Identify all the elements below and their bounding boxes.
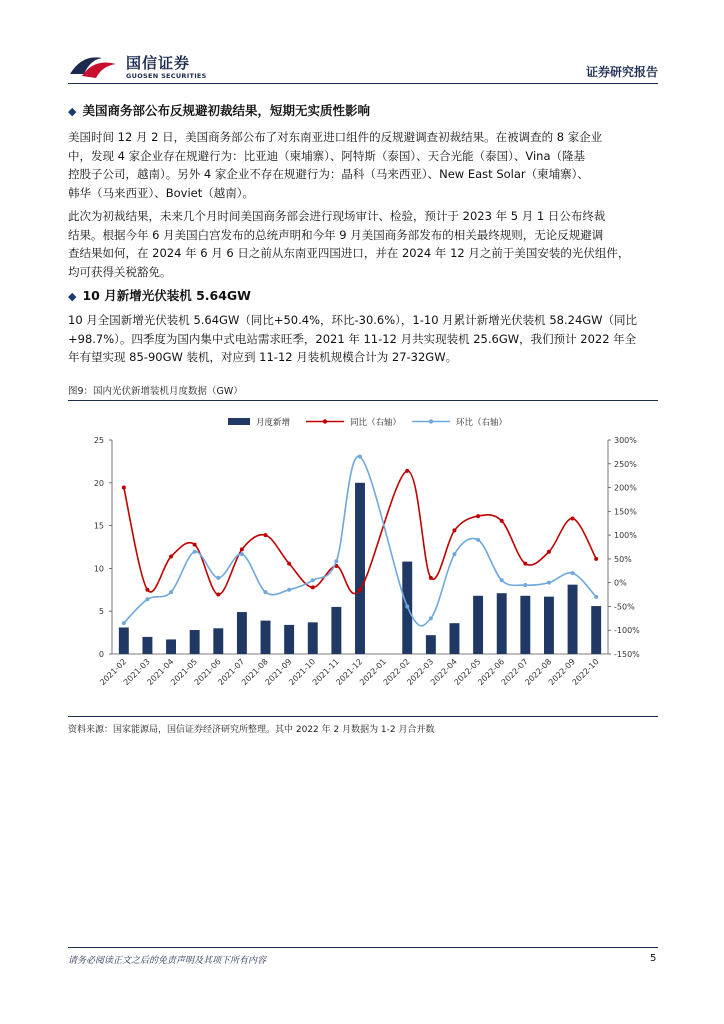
point-yoy [358,588,362,592]
header-divider [68,83,658,84]
point-mom [122,621,126,625]
page-number: 5 [650,953,657,964]
footer-divider [68,947,658,948]
point-mom [216,576,220,580]
legend-yoy-marker [323,419,327,423]
page-header [68,46,658,86]
point-mom [264,590,268,594]
point-mom [500,578,504,582]
x-tick-label: 2022-10 [570,657,601,688]
bar-monthly-new [355,483,365,654]
x-tick-label: 2021-10 [287,657,318,688]
point-mom [358,455,362,459]
point-yoy [476,514,480,518]
bar-monthly-new [166,639,176,654]
point-yoy [240,547,244,551]
point-mom [405,604,409,608]
point-mom [334,559,338,563]
bar-monthly-new [331,607,341,654]
y-left-tick-label: 15 [93,521,104,531]
y-right-tick-label: 250% [614,459,637,469]
bar-monthly-new [591,606,601,654]
point-mom [169,590,173,594]
point-yoy [169,555,173,559]
point-yoy [594,557,598,561]
bar-monthly-new [213,628,223,654]
legend-label: 月度新增 [256,418,291,428]
y-right-tick-label: 50% [614,554,632,564]
installation-chart [68,402,658,714]
x-tick-label: 2022-06 [476,657,507,688]
point-yoy [571,516,575,520]
point-yoy [405,469,409,473]
point-yoy [287,562,291,566]
point-mom [476,538,480,542]
point-mom [429,616,433,620]
point-yoy [311,585,315,589]
bar-monthly-new [568,585,578,654]
x-tick-label: 2021-08 [239,657,270,688]
point-yoy [452,528,456,532]
bar-monthly-new [237,612,247,654]
y-right-tick-label: -50% [614,602,635,612]
point-mom [145,597,149,601]
point-yoy [145,588,149,592]
diamond-bullet-icon: ◆ [68,105,77,118]
disclaimer: 请务必阅读正文之后的免责声明及其项下所有内容 [68,956,267,966]
bar-monthly-new [426,635,436,654]
point-yoy [500,519,504,523]
legend-mom-marker [429,419,433,423]
paragraph-3: 10 月全国新增光伏装机 5.64GW（同比+50.4%，环比-30.6%），1-10 月累计新增光伏装机 58.24GW（同比 +98.7%）。四季度为国内集中式电站需求旺季，2021 年 11-12 月共实现装机 25.6GW，我们预计 2022 年全 年有望实现 85-90GW 装机，对应到 11-12 月装机规模合计为 27-32GW。 [68,313,638,364]
point-mom [571,571,575,575]
y-right-tick-label: -100% [614,626,640,636]
y-right-tick-label: 0% [614,578,627,588]
paragraph-1: 美国时间 12 月 2 日，美国商务部公布了对东南亚进口组件的反规避调查初裁结果。在被调查的 8 家企业 中，发现 4 家企业存在规避行为：比亚迪（柬埔寨）、阿特斯（泰国）、天合光能（泰国）、Vina（隆基 控股子公司，越南）。另外 4 家企业不存在规避行为：晶科（马来西亚）、New East Solar（柬埔寨）、 韩华（马来西亚）、Boviet（越南）。 [68,130,603,200]
guosen-logo-icon [68,52,120,82]
point-mom [240,552,244,556]
section-heading-2: ◆ 10 月新增光伏装机 5.64GW [68,288,251,303]
bar-monthly-new [261,621,271,654]
x-tick-label: 2021-04 [145,657,176,688]
x-tick-label: 2022-02 [381,657,412,688]
bar-monthly-new [473,596,483,654]
legend-label: 同比（右轴） [350,418,402,428]
y-right-tick-label: -150% [614,650,640,659]
bar-monthly-new [142,637,152,654]
report-type: 证券研究报告 [585,65,658,79]
point-yoy [216,593,220,597]
x-tick-label: 2022-03 [405,657,436,688]
legend-bar-swatch [228,418,250,425]
point-mom [193,550,197,554]
y-right-tick-label: 100% [614,531,637,541]
point-mom [523,583,527,587]
x-tick-label: 2022-08 [523,657,554,688]
bar-monthly-new [544,597,554,654]
x-tick-label: 2021-11 [310,657,341,688]
bar-monthly-new [520,596,530,654]
bar-monthly-new [284,625,294,654]
x-tick-label: 2021-02 [98,657,129,688]
y-left-tick-label: 20 [93,478,104,488]
x-tick-label: 2021-03 [121,657,152,688]
x-tick-label: 2022-01 [358,657,389,688]
bar-monthly-new [450,623,460,654]
x-tick-label: 2021-12 [334,657,365,688]
x-tick-label: 2022-09 [546,657,577,688]
x-tick-label: 2022-05 [452,657,483,688]
bar-monthly-new [308,622,318,654]
diamond-bullet-icon: ◆ [68,290,77,303]
y-left-tick-label: 25 [93,436,104,445]
legend-label: 环比（右轴） [456,418,508,428]
point-yoy [547,550,551,554]
y-right-tick-label: 300% [614,436,637,445]
point-mom [452,552,456,556]
y-right-tick-label: 200% [614,483,637,493]
point-yoy [523,562,527,566]
figure-bottom-rule [68,716,658,717]
figure-title: 图9：国内光伏新增装机月度数据（GW） [68,386,243,397]
y-left-tick-label: 10 [93,564,104,574]
point-mom [594,595,598,599]
x-tick-label: 2021-06 [192,657,223,688]
y-right-tick-label: 150% [614,507,637,517]
point-yoy [264,533,268,537]
x-tick-label: 2021-05 [169,657,200,688]
bar-monthly-new [190,630,200,654]
point-mom [547,581,551,585]
y-left-tick-label: 0 [98,650,104,659]
point-yoy [193,543,197,547]
bar-monthly-new [119,627,129,654]
paragraph-2: 此次为初裁结果，未来几个月时间美国商务部会进行现场审计、检验，预计于 2023 年 5 月 1 日公布终裁 结果。根据今年 6 月美国白宫发布的总统声明和今年 9 月美国商务部发布的相关最终规则，无论反规避调 查结果如何，在 2024 年 6 月 6 日之前从东南亚四国进口，并在 2024 年 12 月之前于美国安装的光伏组件， 均可获得关税豁免。 [68,209,630,279]
x-tick-label: 2022-07 [499,657,530,688]
x-tick-label: 2022-04 [428,657,459,688]
brand-name: 国信证券 [126,54,191,72]
section-heading-1: ◆ 美国商务部公布反规避初裁结果，短期无实质性影响 [68,103,370,118]
point-yoy [429,576,433,580]
point-mom [311,578,315,582]
figure-source: 资料来源：国家能源局，国信证券经济研究所整理。其中 2022 年 2 月数据为 1-2 月合并数 [68,725,435,735]
x-tick-label: 2021-07 [216,657,247,688]
point-mom [287,588,291,592]
brand-name-en: GUOSEN SECURITIES [126,72,207,80]
y-left-tick-label: 5 [98,607,104,617]
point-yoy [122,486,126,490]
figure-top-rule [68,400,658,401]
x-tick-label: 2021-09 [263,657,294,688]
bar-monthly-new [497,593,507,654]
